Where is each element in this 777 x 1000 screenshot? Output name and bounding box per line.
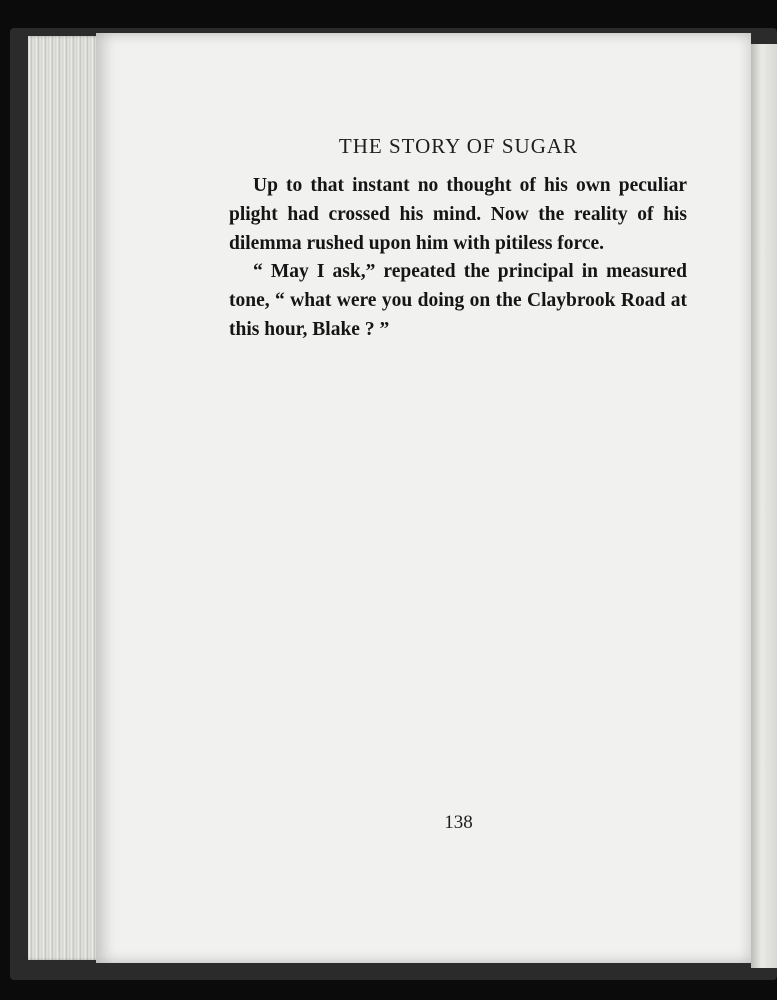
paragraph: Up to that instant no thought of his own peculiar plight had crossed his mind. Now the reality of his dilemma rushed upon him with pitiless force.: [229, 175, 687, 254]
paragraph: “ May I ask,” repeated the principal in measured tone, “ what were you doing on the Claybrook Road at this hour, Blake ? ”: [229, 261, 687, 340]
running-head: THE STORY OF SUGAR: [338, 134, 579, 158]
page-edges: [28, 36, 100, 960]
page-number: 138: [444, 812, 473, 833]
page-body: [229, 172, 687, 345]
